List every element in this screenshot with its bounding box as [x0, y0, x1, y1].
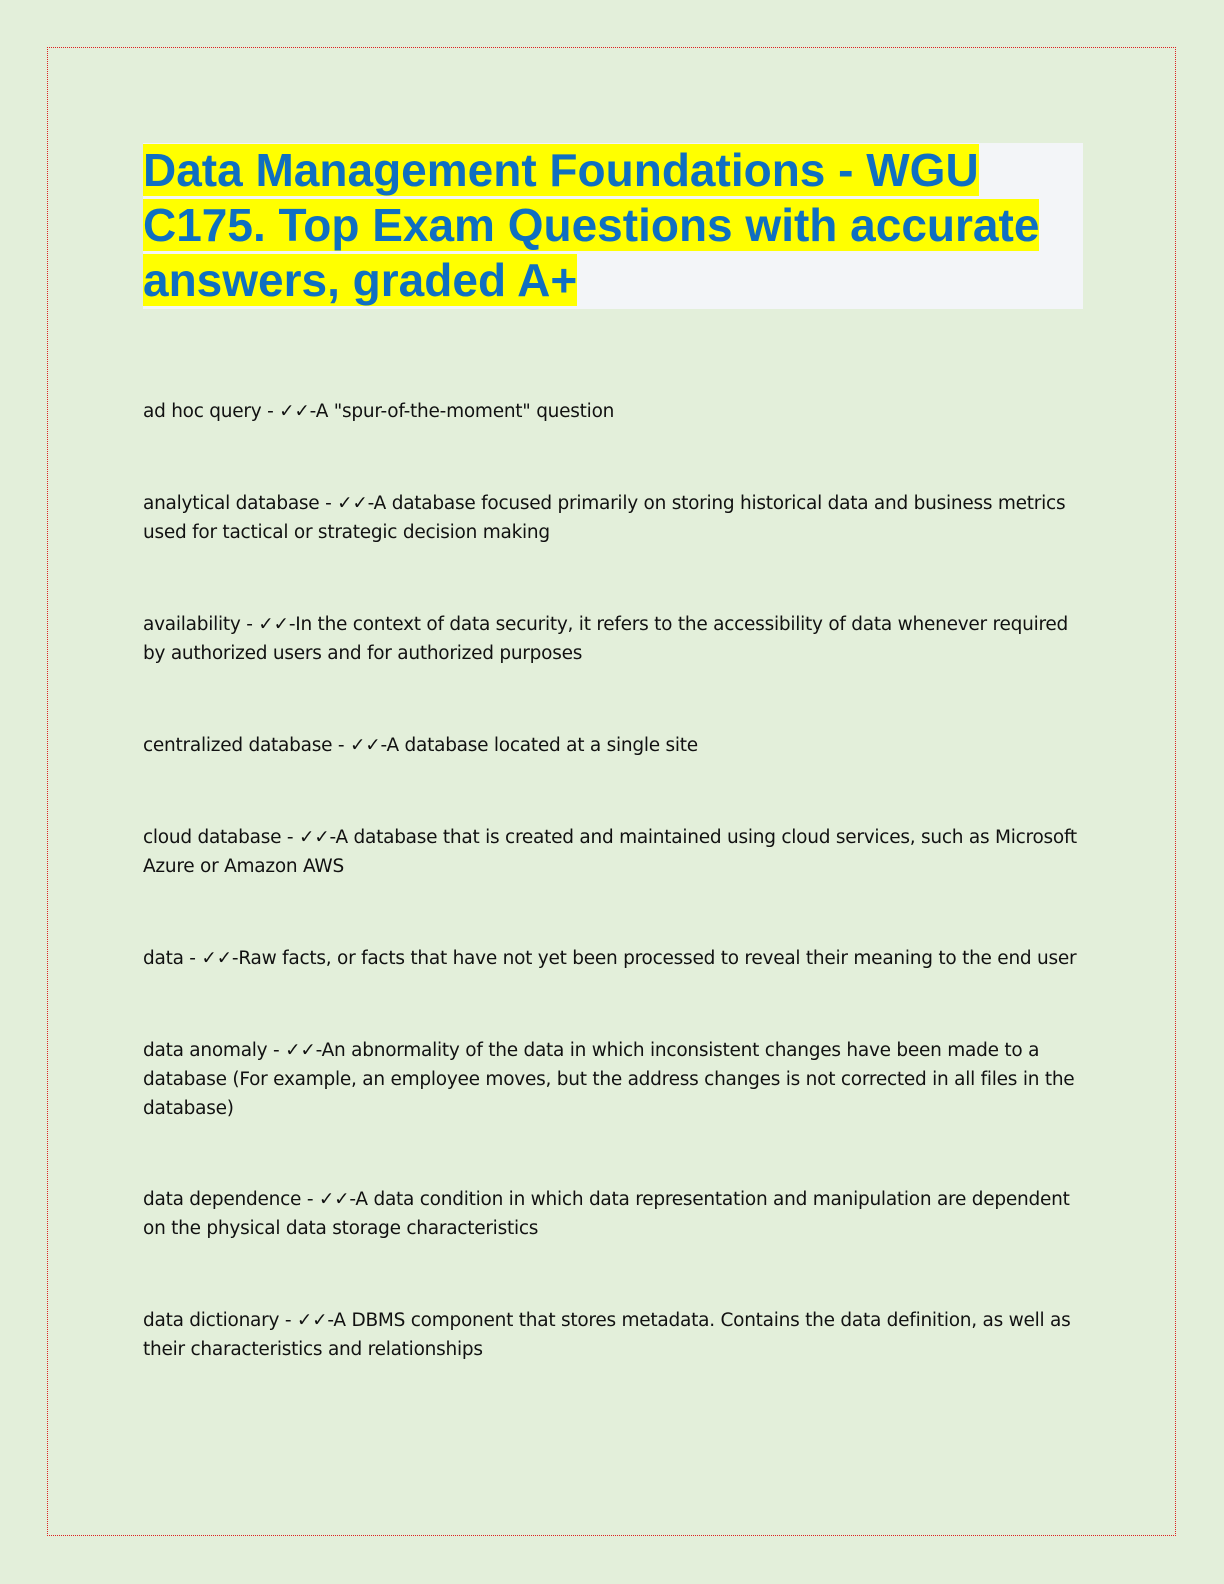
- entry-separator: -: [240, 614, 259, 635]
- entry-term: data dictionary: [143, 1310, 280, 1331]
- entry-definition: A DBMS component that stores metadata. Contains the data definition, as well as their characteristics and relationships: [143, 1310, 1071, 1360]
- title-highlight: Data Management Foundations - WGU C175. Top Exam Questions with accurate answers, graded A+: [143, 144, 1040, 306]
- title-block: [143, 143, 1083, 309]
- entry-definition: A data condition in which data representation and manipulation are dependent on the physical data storage characteristics: [143, 1189, 1070, 1239]
- entry-term: data: [143, 948, 184, 969]
- answer-prefix: -: [231, 948, 239, 969]
- entry-availability: [143, 610, 1083, 668]
- check-icon: ✓✓: [279, 401, 310, 422]
- entry-term: analytical database: [143, 493, 320, 514]
- entry-term: cloud database: [143, 827, 282, 848]
- entry-separator: -: [261, 401, 280, 422]
- entry-separator: -: [279, 1310, 297, 1331]
- check-icon: ✓✓: [298, 827, 330, 848]
- check-icon: ✓✓: [296, 1310, 328, 1331]
- entry-definition: A database located at a single site: [386, 735, 698, 756]
- entry-definition: A database focused primarily on storing historical data and business metrics used for tactical or strategic decision making: [143, 493, 1066, 543]
- check-icon: ✓✓: [349, 735, 381, 756]
- answer-prefix: -: [309, 401, 316, 422]
- check-icon: ✓✓: [258, 614, 289, 635]
- answer-prefix: -: [288, 614, 296, 635]
- answer-prefix: -: [349, 1189, 356, 1210]
- check-icon: ✓✓: [337, 493, 368, 514]
- check-icon: ✓✓: [285, 1040, 316, 1061]
- entry-term: data dependence: [143, 1189, 302, 1210]
- entry-centralized-database: [143, 731, 1083, 760]
- answer-prefix: -: [367, 493, 374, 514]
- entry-definition: Raw facts, or facts that have not yet been processed to reveal their meaning to the end user: [238, 948, 1077, 969]
- entry-term: ad hoc query: [143, 401, 262, 422]
- check-icon: ✓✓: [318, 1189, 350, 1210]
- entry-analytical-database: [143, 489, 1083, 547]
- entry-ad-hoc-query: [143, 397, 1083, 426]
- entry-data-dependence: [143, 1185, 1083, 1243]
- entry-data: [143, 944, 1083, 973]
- entry-separator: -: [183, 948, 202, 969]
- entry-term: centralized database: [143, 735, 333, 756]
- document-title: [143, 143, 1083, 308]
- check-icon: ✓✓: [201, 948, 232, 969]
- entry-cloud-database: [143, 823, 1083, 881]
- entry-separator: -: [319, 493, 338, 514]
- entry-definition: In the context of data security, it refers to the accessibility of data whenever required by authorized users and for authorized purposes: [143, 614, 1069, 664]
- answer-prefix: -: [329, 827, 336, 848]
- answer-prefix: -: [315, 1040, 322, 1061]
- entry-separator: -: [301, 1189, 319, 1210]
- entry-definition: A "spur-of-the-moment" question: [315, 401, 615, 422]
- answer-prefix: -: [327, 1310, 334, 1331]
- entry-separator: -: [281, 827, 299, 848]
- entry-separator: -: [267, 1040, 286, 1061]
- entry-term: data anomaly: [143, 1040, 268, 1061]
- entry-data-dictionary: [143, 1306, 1083, 1364]
- entry-term: availability: [143, 614, 241, 635]
- entry-definition: An abnormality of the data in which inconsistent changes have been made to a database (For example, an employee moves, but the address changes is not corrected in all files in the database): [143, 1040, 1075, 1119]
- entry-definition: A database that is created and maintained using cloud services, such as Microsoft Azure or Amazon AWS: [143, 827, 1077, 877]
- entry-separator: -: [332, 735, 350, 756]
- answer-prefix: -: [380, 735, 387, 756]
- entry-data-anomaly: [143, 1036, 1083, 1123]
